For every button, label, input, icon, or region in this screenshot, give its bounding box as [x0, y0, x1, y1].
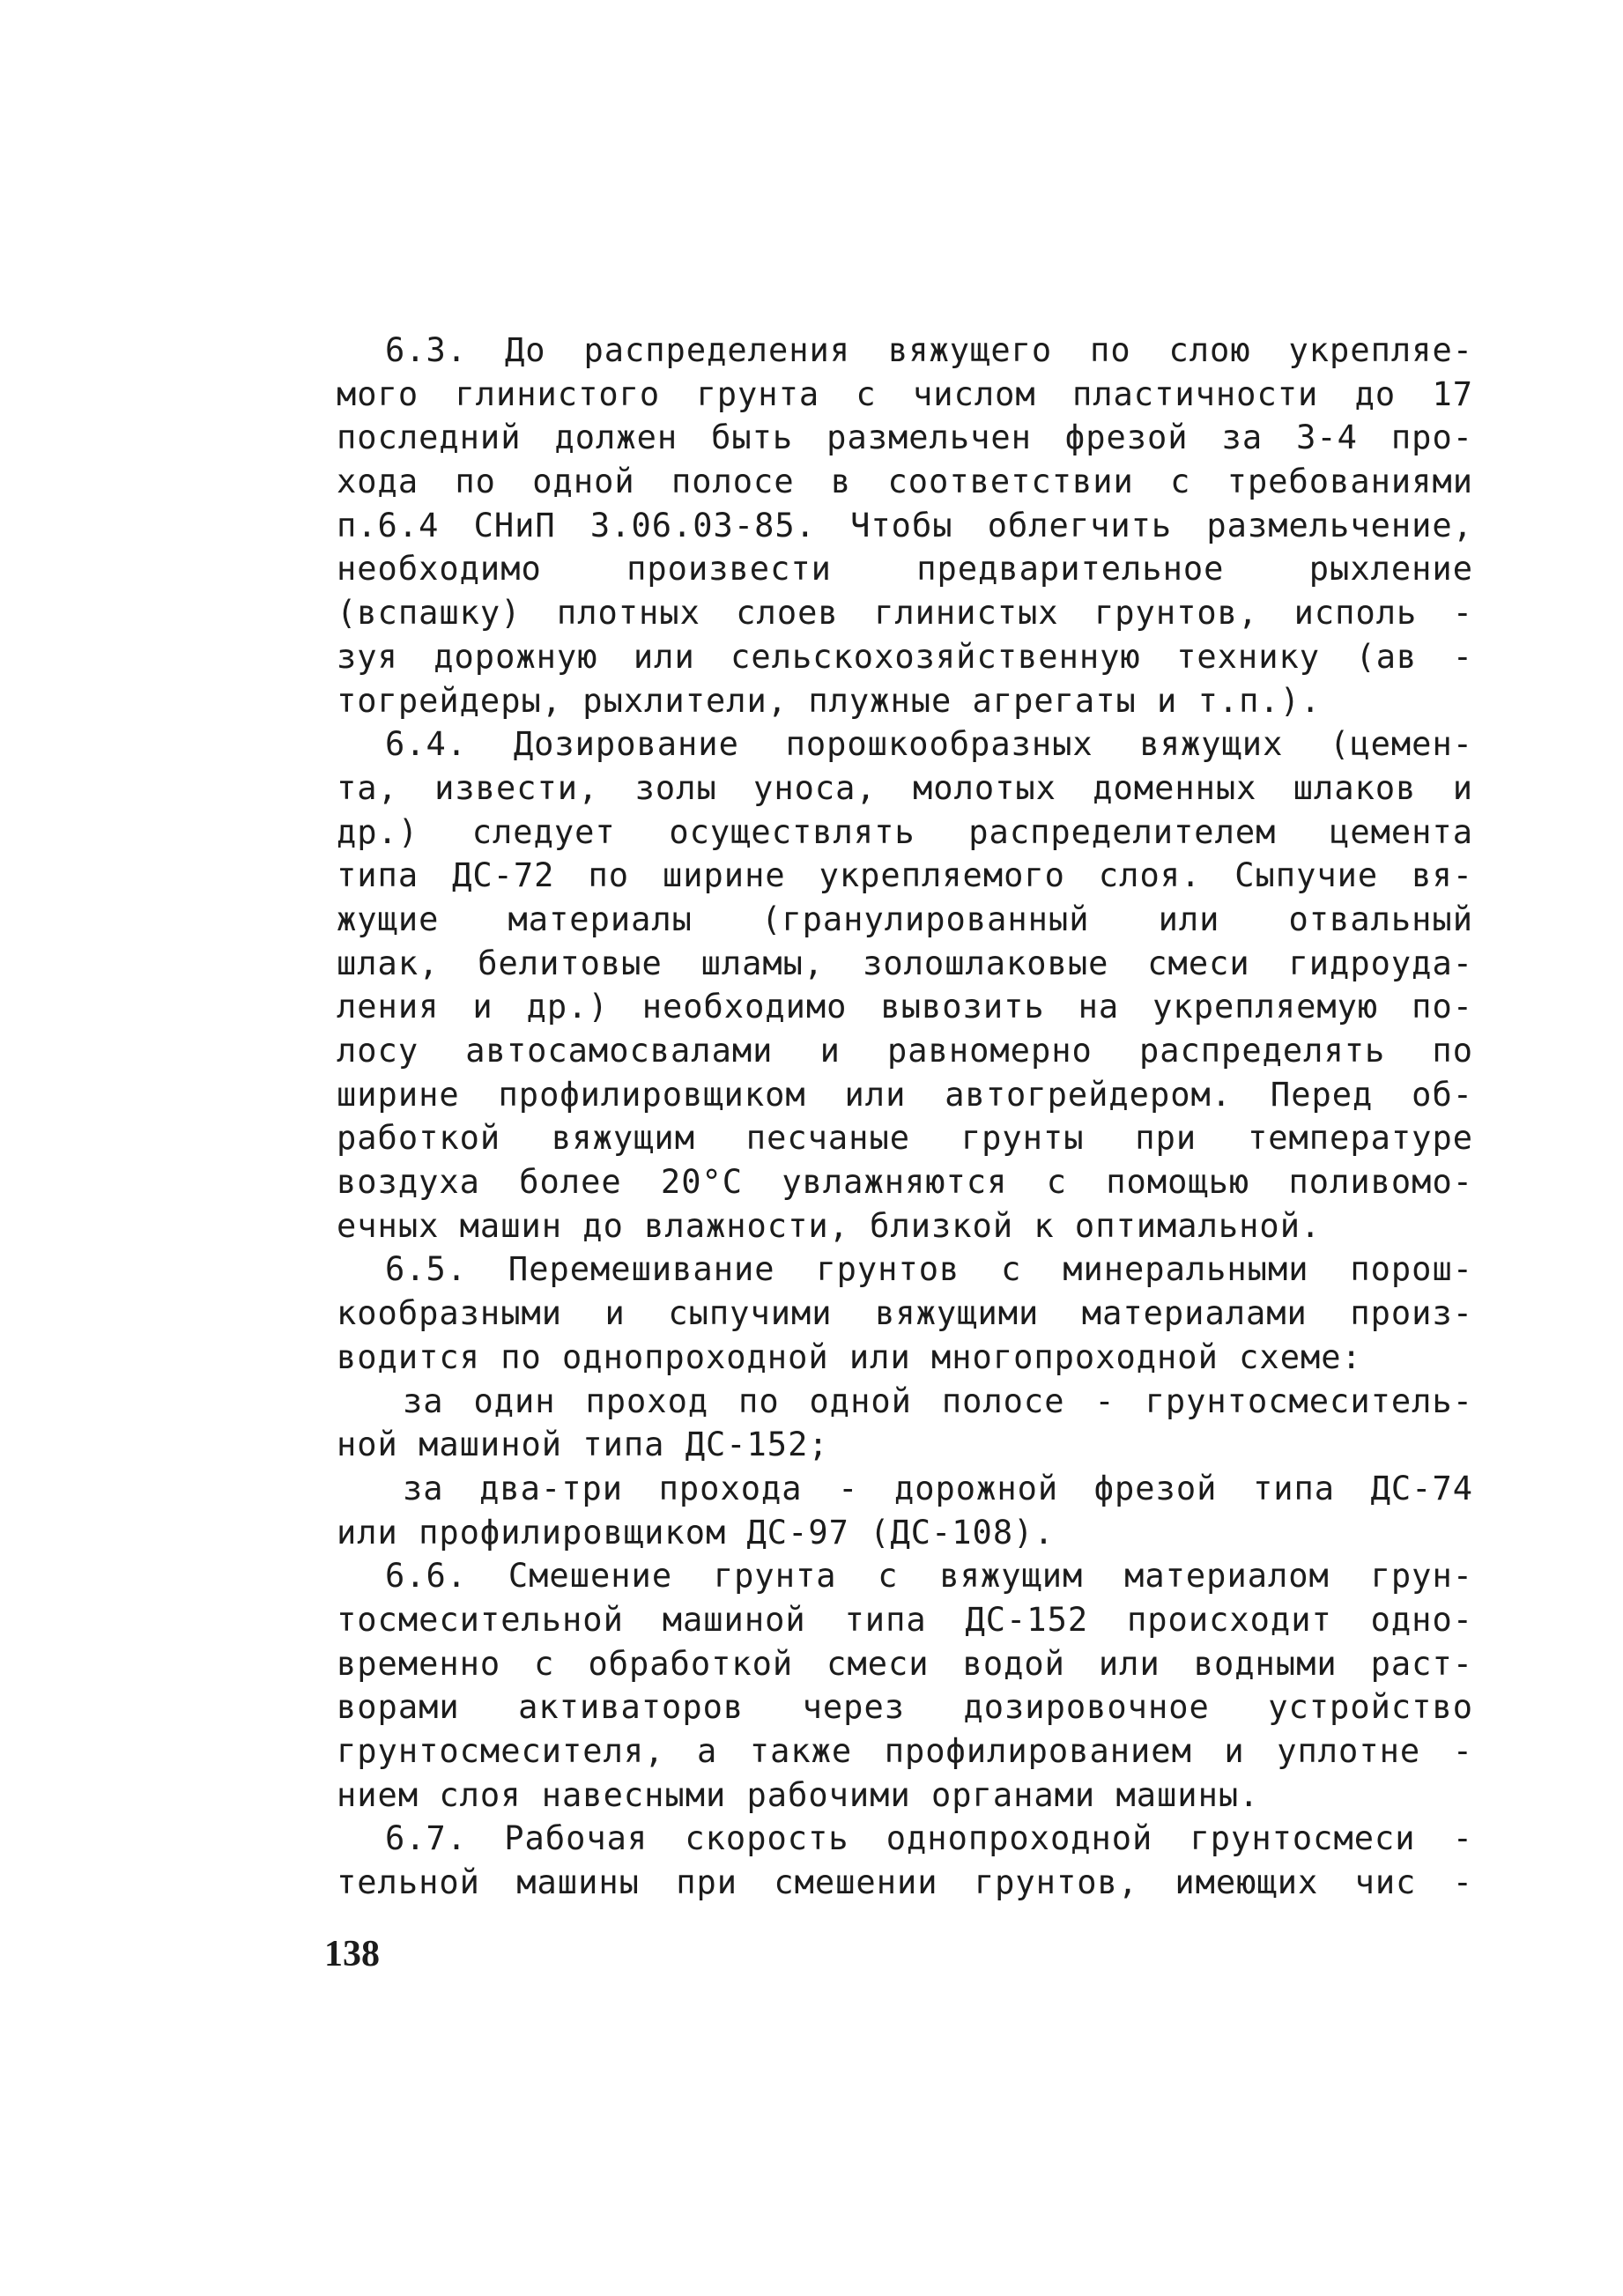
text-line: работкой вяжущим песчаные грунты при температуре	[337, 1119, 1473, 1158]
text-line: 6.5. Перемешивание грунтов с минеральными порош-	[385, 1250, 1473, 1289]
text-line: грунтосмесителя, а также профилированием и уплотне -	[337, 1732, 1473, 1770]
text-line: за два-три прохода - дорожной фрезой типа ДС-74	[403, 1469, 1473, 1507]
text-line: ширине профилировщиком или автогрейдером. Перед об-	[337, 1075, 1473, 1114]
text-line: тельной машины при смешении грунтов, имеющих чис -	[337, 1863, 1473, 1902]
text-line: 6.4. Дозирование порошкообразных вяжущих (цемен-	[385, 725, 1473, 764]
text-line: необходимо произвести предварительное рыхление	[337, 550, 1473, 589]
body-text	[337, 329, 1473, 1905]
text-line: хода по одной полосе в соответствии с требованиями	[337, 463, 1473, 501]
text-line: тосмесительной машиной типа ДС-152 происходит одно-	[337, 1600, 1473, 1639]
text-line: шлак, белитовые шламы, золошлаковые смеси гидроуда-	[337, 944, 1473, 982]
text-line: др.) следует осуществлять распределителем цемента	[337, 812, 1473, 851]
text-line: мого глинистого грунта с числом пластичности до 17	[337, 374, 1473, 413]
text-line: водится по однопроходной или многопроходной схеме:	[337, 1337, 1362, 1376]
text-line: кообразными и сыпучими вяжущими материалами произ-	[337, 1294, 1473, 1333]
text-line: зуя дорожную или сельскохозяйственную технику (ав -	[337, 637, 1473, 676]
text-line: воздуха более 20°С увлажняются с помощью поливомо-	[337, 1163, 1473, 1202]
text-line: 6.3. До распределения вяжущего по слою укрепляе-	[385, 331, 1473, 369]
text-line: ления и др.) необходимо вывозить на укрепляемую по-	[337, 988, 1473, 1026]
text-line: или профилировщиком ДС-97 (ДС-108).	[337, 1513, 1055, 1552]
text-line: нием слоя навесными рабочими органами машины.	[337, 1775, 1260, 1814]
text-line: 6.7. Рабочая скорость однопроходной грунтосмеси -	[385, 1819, 1473, 1858]
text-line: жущие материалы (гранулированный или отвальный	[337, 900, 1473, 938]
text-line: тогрейдеры, рыхлители, плужные агрегаты и т.п.).	[337, 681, 1322, 720]
text-line: (вспашку) плотных слоев глинистых грунтов, исполь -	[337, 594, 1473, 633]
text-line: лосу автосамосвалами и равномерно распределять по	[337, 1032, 1473, 1070]
page-number: 138	[324, 1934, 380, 1974]
text-line: ной машиной типа ДС-152;	[337, 1426, 829, 1464]
text-line: последний должен быть размельчен фрезой за 3-4 про-	[337, 418, 1473, 457]
text-line: ворами активаторов через дозировочное устройство	[337, 1688, 1473, 1727]
text-line: типа ДС-72 по ширине укрепляемого слоя. Сыпучие вя-	[337, 856, 1473, 895]
text-line: ечных машин до влажности, близкой к оптимальной.	[337, 1206, 1322, 1245]
text-line: п.6.4 СНиП 3.06.03-85. Чтобы облегчить размельчение,	[337, 506, 1473, 544]
text-line: та, извести, золы уноса, молотых доменных шлаков и	[337, 768, 1473, 807]
text-line: временно с обработкой смеси водой или водными раст-	[337, 1644, 1473, 1683]
text-line: 6.6. Смешение грунта с вяжущим материалом грун-	[385, 1557, 1473, 1596]
text-line: за один проход по одной полосе - грунтосмеситель-	[403, 1381, 1473, 1420]
